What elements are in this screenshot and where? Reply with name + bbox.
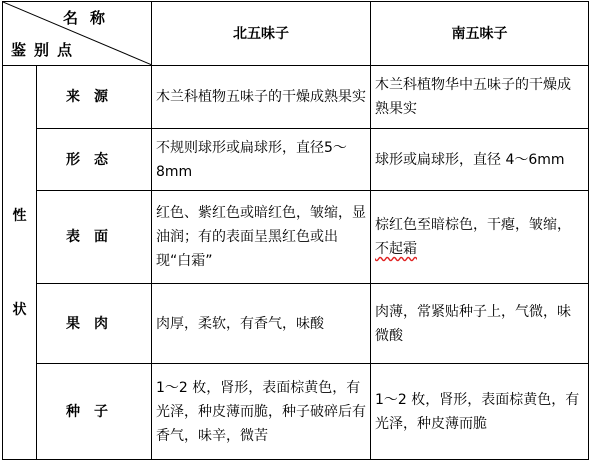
spellcheck-marked-text: 不起霜 (375, 241, 417, 257)
table-row (3, 66, 589, 129)
north-value: 红色、紫红色或暗红色，皱缩，显油润；有的表面呈黑红色或出现“白霜” (152, 191, 371, 284)
south-value: 肉薄，常紧贴种子上，气微，味微酸 (371, 284, 589, 364)
group-label-char-1: 性 (12, 207, 27, 224)
comparison-table (2, 1, 589, 460)
column-header-south: 南五味子 (371, 2, 589, 66)
attribute-label: 来源 (37, 66, 152, 129)
south-value: 1～2 枚，肾形，表面棕黄色，有光泽，种皮薄而脆 (371, 364, 589, 460)
north-value: 木兰科植物五味子的干燥成熟果实 (152, 66, 371, 129)
south-value-text: 棕红色至暗棕色，干瘪，皱缩， (375, 217, 571, 233)
attribute-label: 形态 (37, 129, 152, 191)
north-value: 1～2 枚，肾形，表面棕黄色，有光泽，种皮薄而脆，种子破碎后有香气，味辛，微苦 (152, 364, 371, 460)
table-row (3, 129, 589, 191)
header-row (3, 2, 589, 66)
column-header-north: 北五味子 (152, 2, 371, 66)
south-value (371, 191, 589, 284)
north-value: 肉厚，柔软，有香气，味酸 (152, 284, 371, 364)
table-row (3, 364, 589, 460)
header-criteria-label: 鉴别点 (11, 41, 81, 59)
south-value: 球形或扁球形，直径 4～6mm (371, 129, 589, 191)
south-value: 木兰科植物华中五味子的干燥成熟果实 (371, 66, 589, 129)
attribute-label: 种子 (37, 364, 152, 460)
attribute-label: 表面 (37, 191, 152, 284)
corner-header-cell (3, 2, 152, 66)
north-value: 不规则球形或扁球形，直径5～8mm (152, 129, 371, 191)
table-row (3, 284, 589, 364)
header-name-label: 名称 (63, 9, 118, 27)
group-label-cell (3, 66, 37, 460)
attribute-label: 果肉 (37, 284, 152, 364)
table-row (3, 191, 589, 284)
group-label-char-2: 状 (12, 301, 27, 318)
